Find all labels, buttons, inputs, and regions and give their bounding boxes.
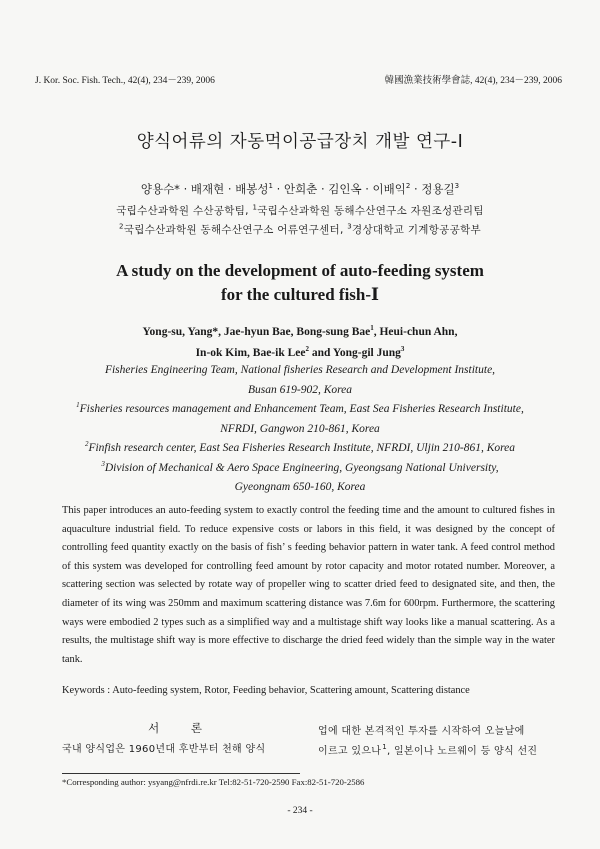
- page-number: - 234 -: [287, 806, 313, 816]
- keywords: Keywords : Auto-feeding system, Rotor, Feeding behavior, Scattering amount, Scattering distance: [62, 685, 470, 696]
- journal-citation-korean: 韓國漁業技術學會誌, 42(4), 234－239, 2006: [384, 76, 562, 86]
- section-heading-introduction: 서 론: [148, 721, 216, 735]
- english-title: A study on the development of auto-feeding system for the cultured fish-Ⅰ: [116, 261, 484, 304]
- footnote-divider: [62, 773, 300, 774]
- english-affiliation-line: Busan 619-902, Korea: [247, 383, 353, 396]
- english-affiliation-line: Gyeongnam 650-160, Korea: [234, 481, 366, 493]
- korean-authors: 양용수* · 배재현 · 배봉성$^1$ · 안희춘 · 김인옥 · 이배익$^2$ · 정용길$^3$: [140, 182, 460, 196]
- body-text-line: 이르고 있으나$^1$, 일본이나 노르웨이 등 양식 선진: [318, 743, 538, 757]
- english-authors: Yong-su, Yang*, Jae-hyun Bae, Bong-sung Bae$^1$, Heui-chun Ahn, In-ok Kim, Bae-ik Lee$^2$ and Yong-gil Jung$^3$: [142, 324, 458, 359]
- corresponding-author-footnote: *Corresponding author: ysyang@nfrdi.re.kr Tel:82-51-720-2590 Fax:82-51-720-2586: [62, 777, 365, 787]
- running-header: [35, 72, 562, 86]
- body-column-right: [318, 722, 558, 761]
- body-column-left: [62, 720, 302, 755]
- english-affiliation-line: $^3$Division of Mechanical & Aero Space Engineering, Gyeongsang National University,: [101, 459, 499, 474]
- korean-title: 양식어류의 자동먹이공급장치 개발 연구-Ⅰ: [136, 132, 464, 152]
- english-affiliation-line: $^2$Finfish research center, East Sea Fisheries Research Institute, NFRDI, Uljin 210-861, Korea: [84, 440, 516, 454]
- english-affiliation-line: $^1$Fisheries resources management and Enhancement Team, East Sea Fisheries Research Institute,: [76, 401, 524, 415]
- body-text-line: 국내 양식업은 1960년대 후반부터 천해 양식: [62, 744, 266, 755]
- korean-affiliation-2: $^2$국립수산과학원 동해수산연구소 어류연구센터, $^3$경상대학교 기계항공공학부: [119, 222, 481, 236]
- journal-citation-english: J. Kor. Soc. Fish. Tech., 42(4), 234－239, 2006: [35, 76, 215, 86]
- english-affiliation-line: NFRDI, Gangwon 210-861, Korea: [220, 422, 380, 435]
- body-text-line: 업에 대한 본격적인 투자를 시작하여 오늘날에: [318, 726, 525, 737]
- english-affiliations: [20, 361, 580, 498]
- abstract: This paper introduces an auto-feeding system to exactly control the feeding time and the amount to cultured fishes in aquaculture industrial field. To reduce expensive costs or labors in this field, it was designed by the concept of controlling feed quantity exactly on the basis of fish’ s feeding behavior pattern in water tank. A feed control method of this system was developed for controlling feed amount by rotor capacity and motor rotated number. Moreover, a scattering section was selected by rotate way of propeller wing to scatter dried feed to designated site, and then, the diameter of its wing was 250mm and maximum scattering distance was 7.6m for 600rpm. Furthermore, the scattering ways were embodied 2 types such as a simplified way and a multistage shift way looks like a manual scattering. As a results, the multistage shift way is more effective to discharge the dried feed widely than the simple way in the water tank.: [62, 505, 555, 665]
- korean-affiliation-1: 국립수산과학원 수산공학팀, $^1$국립수산과학원 동해수산연구소 자원조성관리팀: [116, 203, 484, 217]
- english-affiliation-line: Fisheries Engineering Team, National fisheries Research and Development Institute,: [104, 364, 496, 376]
